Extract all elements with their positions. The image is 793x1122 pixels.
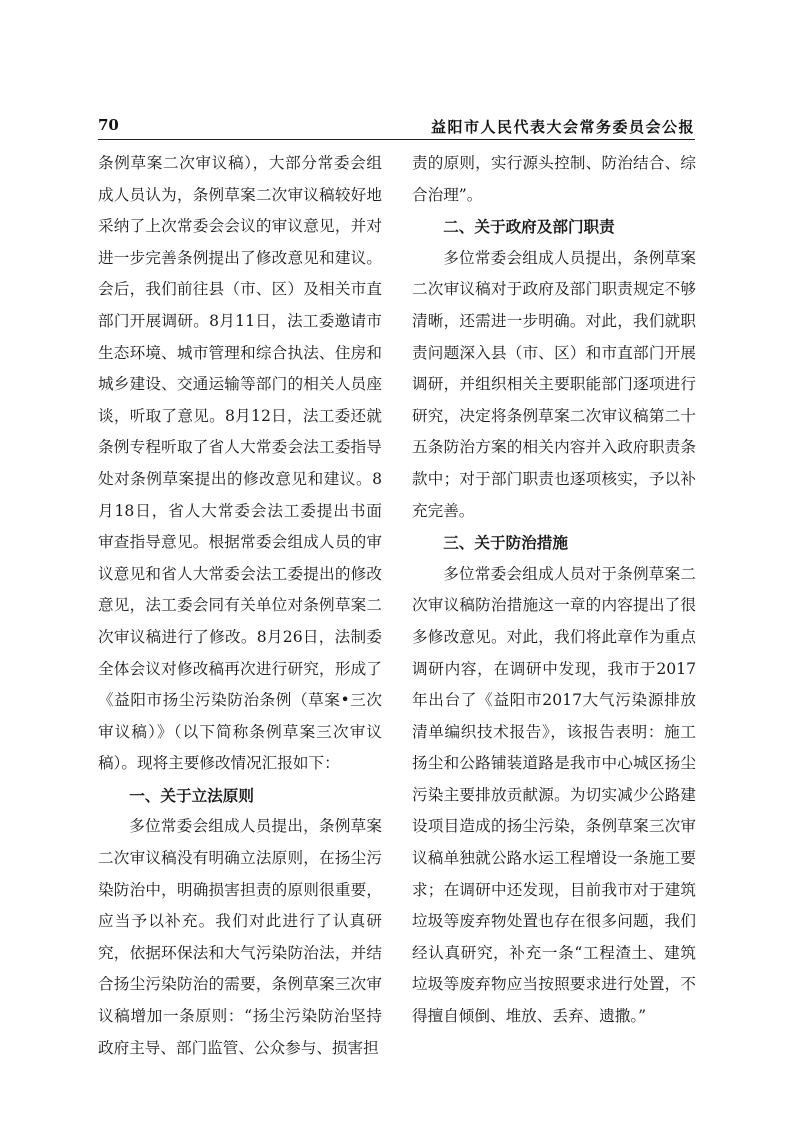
body-paragraph: 责的原则，实行源头控制、防治结合、综合治理”。	[412, 154, 696, 204]
journal-title: 益阳市人民代表大会常务委员会公报	[430, 118, 695, 136]
body-paragraph: 多位常委会组成人员对于条例草案二次审议稿防治措施这一章的内容提出了很多修改意见。对此，我们将此章作为重点调研内容，在调研中发现，我市于2017年出台了《益阳市2017大气污染源排放清单编织技术报告》，该报告表明：施工扬尘和公路铺装道路是我市中心城区扬尘污染主要排放贡献源。为切实减少公路建设项目造成的扬尘污染，条例草案三次审议稿单独就公路水运工程增设一条施工要求；在调研中还发现，目前我市对于建筑垃圾等废弃物处置也存在很多问题，我们经认真研究，补充一条“工程渣土、建筑垃圾等废弃物应当按照要求进行处置，不得擅自倾倒、堆放、丢弃、遗撒。”	[412, 564, 696, 1026]
right-column	[412, 148, 696, 1033]
body-paragraph: 多位常委会组成人员提出，条例草案二次审议稿没有明确立法原则，在扬尘污染防治中，明确损害担责的原则很重要，应当予以补充。我们对此进行了认真研究，依据环保法和大气污染防治法，并结合扬尘污染防治的需要，条例草案三次审议稿增加一条原则：“扬尘污染防治坚持政府主导、部门监管、公众参与、损害担	[98, 817, 382, 1057]
page-number: 70	[98, 116, 119, 134]
body-paragraph: 多位常委会组成人员提出，条例草案二次审议稿对于政府及部门职责规定不够清晰，还需进一步明确。对此，我们就职责问题深入县（市、区）和市直部门开展调研，并组织相关主要职能部门逐项进行研究，决定将条例草案二次审议稿第二十五条防治方案的相关内容并入政府职责条款中；对于部门职责也逐项核实，予以补充完善。	[412, 248, 696, 520]
body-paragraph: 条例草案二次审议稿），大部分常委会组成人员认为，条例草案二次审议稿较好地采纳了上次常委会会议的审议意见，并对进一步完善条例提出了修改意见和建议。会后，我们前往县（市、区）及相关市直部门开展调研。8月11日，法工委邀请市生态环境、城市管理和综合执法、住房和城乡建设、交通运输等部门的相关人员座谈，听取了意见。8月12日，法工委还就条例专程听取了省人大常委会法工委指导处对条例草案提出的修改意见和建议。8月18日，省人大常委会法工委提出书面审查指导意见。根据常委会组成人员的审议意见和省人大常委会法工委提出的修改意见，法工委会同有关单位对条例草案二次审议稿进行了修改。8月26日，法制委全体会议对修改稿再次进行研究，形成了《益阳市扬尘污染防治条例（草案•三次审议稿）》（以下简称条例草案三次审议稿）。现将主要修改情况汇报如下：	[98, 154, 382, 773]
left-column	[98, 148, 382, 1064]
section-heading: 一、关于立法原则	[129, 785, 254, 805]
header-rule	[98, 139, 695, 140]
section-heading: 二、关于政府及部门职责	[443, 217, 615, 237]
section-heading: 三、关于防治措施	[443, 533, 568, 553]
page-header	[98, 114, 695, 136]
